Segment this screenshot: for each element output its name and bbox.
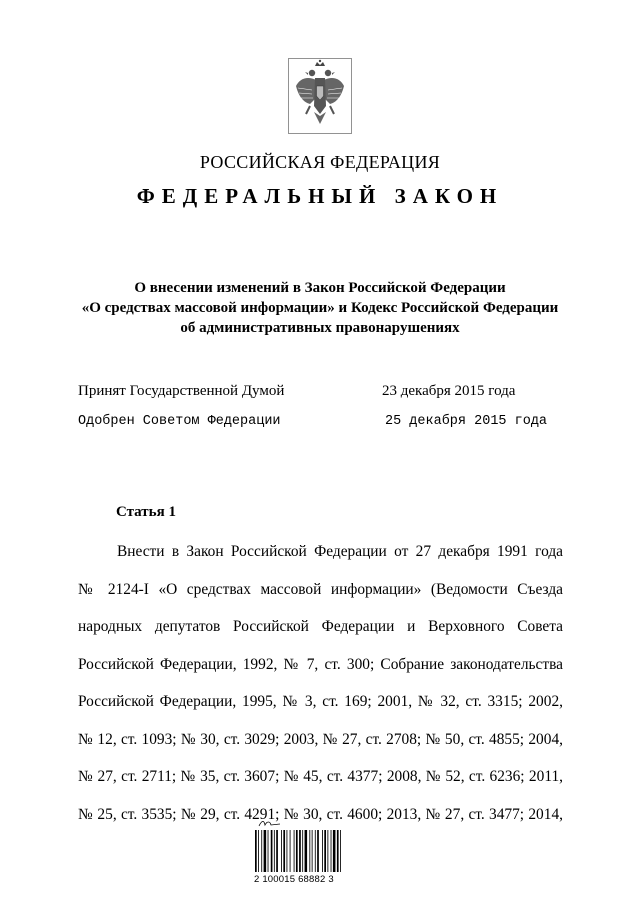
law-title-line: «О средствах массовой информации» и Кодекс Российской Федерации	[81, 300, 559, 316]
adoption-council-date: 25 декабря 2015 года	[385, 414, 548, 429]
coat-of-arms-icon	[288, 58, 352, 134]
document-type: ФЕДЕРАЛЬНЫЙ ЗАКОН	[136, 184, 504, 208]
adoption-council-label: Одобрен Советом Федерации	[78, 414, 281, 429]
paragraph-line: № 12, ст. 1093; № 30, ст. 3029; 2003, № 27, ст. 2708; № 50, ст. 4855; 2004,	[78, 730, 563, 748]
paragraph-line: № 2124-I «О средствах массовой информации» (Ведомости Съезда	[78, 580, 563, 598]
country-name: РОССИЙСКАЯ ФЕДЕРАЦИЯ	[199, 152, 441, 172]
article-paragraph	[78, 533, 563, 833]
article-heading: Статья 1	[116, 504, 176, 520]
document-barcode	[254, 818, 354, 888]
paragraph-line: № 27, ст. 2711; № 35, ст. 3607; № 45, ст. 4377; 2008, № 52, ст. 6236; 2011,	[78, 768, 563, 785]
barcode-icon	[254, 830, 354, 872]
law-title	[60, 278, 580, 338]
adoption-duma-date: 23 декабря 2015 года	[382, 383, 516, 399]
paragraph-line: Российской Федерации, 1992, № 7, ст. 300; Собрание законодательства	[78, 655, 563, 673]
paragraph-line: Российской Федерации, 1995, № 3, ст. 169; 2001, № 32, ст. 3315; 2002,	[78, 693, 563, 710]
paragraph-line: № 25, ст. 3535; № 29, ст. 4291; № 30, ст. 4600; 2013, № 27, ст. 3477; 2014,	[78, 805, 563, 823]
barcode-number: 2 100015 68882 3	[254, 874, 334, 885]
law-title-line: об административных правонарушениях	[180, 320, 460, 336]
paragraph-line: народных депутатов Российской Федерации и Верховного Совета	[78, 618, 563, 635]
law-title-line: О внесении изменений в Закон Российской Федерации	[134, 280, 506, 296]
signature-mark-icon	[258, 818, 282, 828]
adoption-duma-label: Принят Государственной Думой	[78, 383, 285, 399]
paragraph-line: Внести в Закон Российской Федерации от 27 декабря 1991 года	[117, 543, 563, 560]
